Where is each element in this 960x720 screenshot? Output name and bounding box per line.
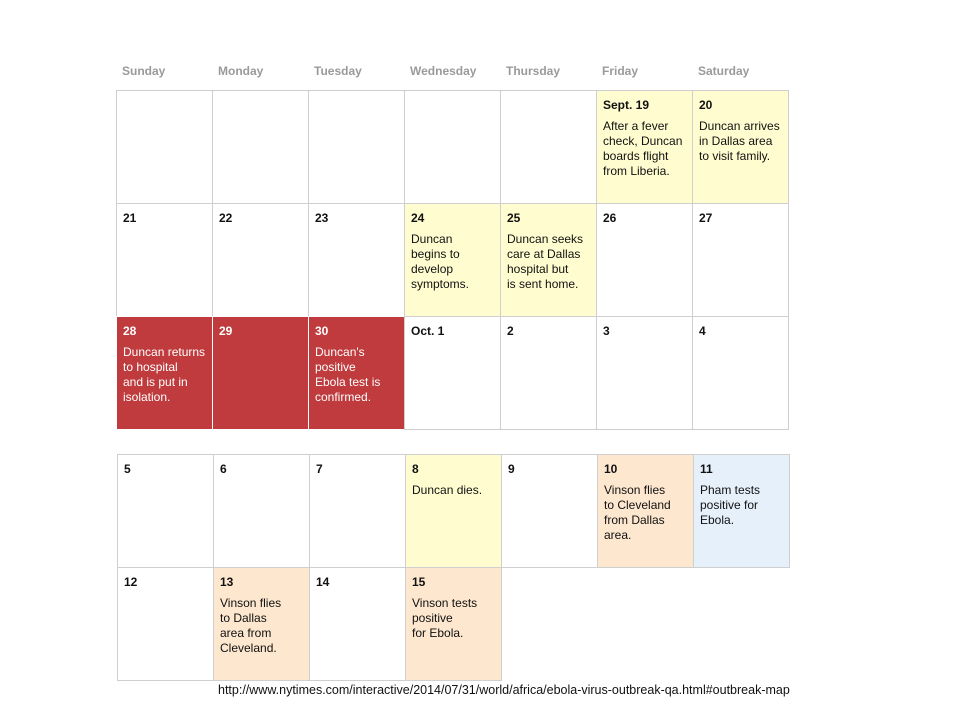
day-header-thursday: Thursday	[506, 64, 561, 78]
calendar-day-cell	[116, 90, 213, 204]
day-number: 14	[316, 575, 330, 589]
calendar-day-cell	[692, 316, 789, 430]
day-number: 25	[507, 211, 521, 225]
calendar-day-cell	[405, 567, 502, 681]
calendar-day-cell	[692, 203, 789, 317]
calendar-day-cell	[116, 203, 213, 317]
day-number: 5	[124, 462, 131, 476]
calendar-day-cell	[692, 90, 789, 204]
day-number: 12	[124, 575, 138, 589]
day-header-friday: Friday	[602, 64, 639, 78]
day-number: 6	[220, 462, 227, 476]
calendar-day-cell	[693, 454, 790, 568]
day-header-saturday: Saturday	[698, 64, 750, 78]
day-number: 7	[316, 462, 323, 476]
event-note: Vinson flies to Dallas area from Cleveland.	[220, 596, 282, 655]
calendar-day-cell	[404, 203, 501, 317]
calendar-day-cell	[308, 316, 405, 430]
event-note: Duncan arrives in Dallas area to visit family.	[699, 119, 780, 163]
calendar-day-cell	[500, 90, 597, 204]
day-number: 28	[123, 324, 137, 338]
calendar-day-cell	[117, 567, 214, 681]
event-note: After a fever check, Duncan boards flight from Liberia.	[603, 119, 683, 178]
day-number: 11	[700, 462, 713, 476]
calendar-day-cell	[405, 454, 502, 568]
day-number: 15	[412, 575, 426, 589]
calendar-day-cell	[500, 203, 597, 317]
day-header-sunday: Sunday	[122, 64, 166, 78]
day-number: 4	[699, 324, 706, 338]
day-header-tuesday: Tuesday	[314, 64, 362, 78]
day-header-monday: Monday	[218, 64, 264, 78]
calendar-day-cell	[500, 316, 597, 430]
day-number: 8	[412, 462, 419, 476]
event-note: Duncan returns to hospital and is put in isolation.	[123, 345, 206, 404]
calendar-day-cell	[596, 316, 693, 430]
event-note: Duncan begins to develop symptoms.	[411, 232, 470, 291]
day-number: 20	[699, 98, 713, 112]
calendar-day-cell	[597, 454, 694, 568]
event-note: Vinson flies to Cleveland from Dallas area.	[604, 483, 671, 542]
day-number: 13	[220, 575, 234, 589]
event-note: Pham tests positive for Ebola.	[700, 483, 761, 527]
day-number: 10	[604, 462, 618, 476]
day-number: 30	[315, 324, 329, 338]
day-number: 9	[508, 462, 515, 476]
event-note: Duncan seeks care at Dallas hospital but is sent home.	[507, 232, 584, 291]
calendar-day-cell	[596, 90, 693, 204]
calendar-day-cell	[404, 90, 501, 204]
event-note: Duncan's positive Ebola test is confirmed.	[315, 345, 381, 404]
calendar-day-cell	[213, 454, 310, 568]
day-number: Sept. 19	[603, 98, 650, 112]
day-number: Oct. 1	[411, 324, 445, 338]
calendar-day-cell	[213, 567, 310, 681]
day-header-wednesday: Wednesday	[410, 64, 477, 78]
day-number: 2	[507, 324, 514, 338]
calendar-day-cell	[212, 203, 309, 317]
day-number: 21	[123, 211, 137, 225]
source-url: http://www.nytimes.com/interactive/2014/07/31/world/africa/ebola-virus-outbreak-qa.html#outbreak-map	[218, 683, 790, 697]
day-number: 24	[411, 211, 425, 225]
calendar-day-cell	[212, 316, 309, 430]
event-note: Duncan dies.	[412, 483, 483, 497]
calendar-day-cell	[308, 90, 405, 204]
day-number: 29	[219, 324, 233, 338]
calendar-day-cell	[501, 454, 598, 568]
calendar-day-cell	[309, 567, 406, 681]
event-note: Vinson tests positive for Ebola.	[412, 596, 478, 640]
calendar-day-cell	[404, 316, 501, 430]
calendar-day-cell	[117, 454, 214, 568]
calendar-day-cell	[308, 203, 405, 317]
day-number: 27	[699, 211, 713, 225]
day-of-week-header-row	[116, 64, 788, 84]
calendar-day-cell	[116, 316, 213, 430]
day-number: 22	[219, 211, 233, 225]
day-number: 26	[603, 211, 617, 225]
calendar-day-cell	[596, 203, 693, 317]
day-number: 3	[603, 324, 610, 338]
calendar-day-cell	[212, 90, 309, 204]
calendar-day-cell	[309, 454, 406, 568]
day-number: 23	[315, 211, 329, 225]
